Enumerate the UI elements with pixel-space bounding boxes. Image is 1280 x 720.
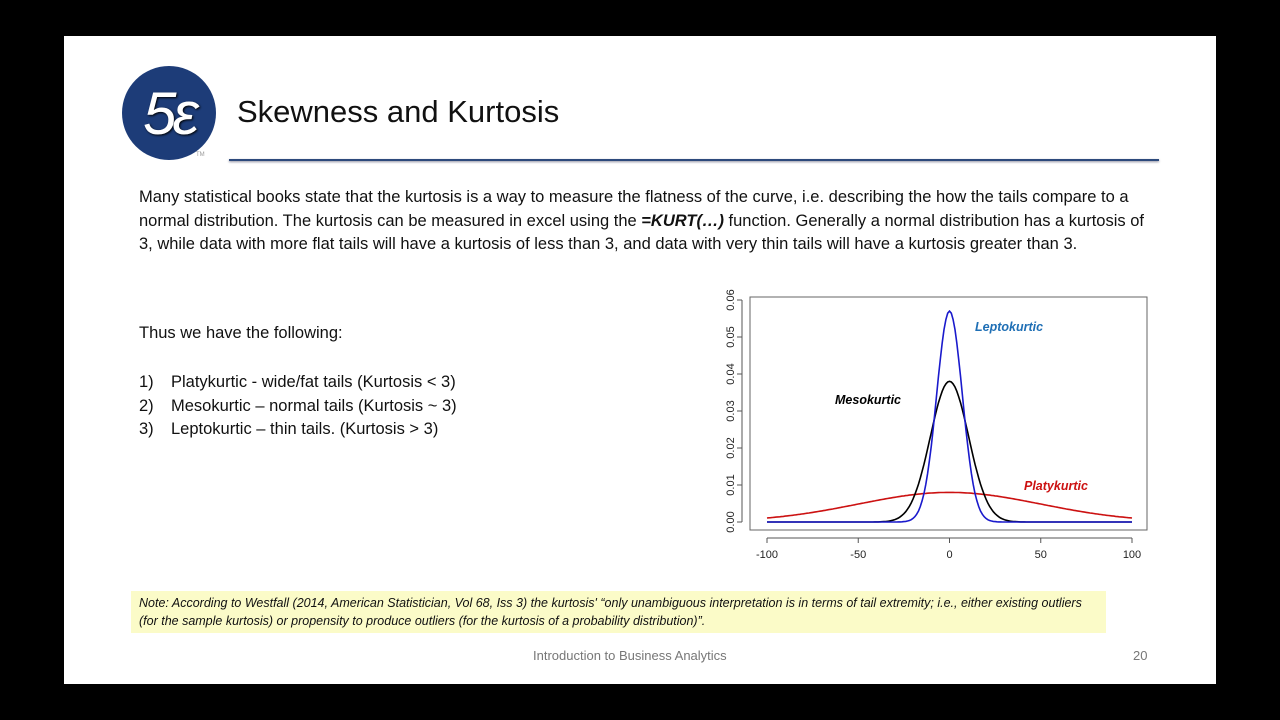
x-tick-label: -100 xyxy=(755,549,779,561)
list-intro: Thus we have the following: xyxy=(139,324,343,342)
kurt-formula: =KURT(…) xyxy=(641,211,724,230)
series-line-mesokurtic xyxy=(767,381,1132,522)
footer-text: Introduction to Business Analytics xyxy=(533,648,727,663)
note-box: Note: According to Westfall (2014, American Statistician, Vol 68, Iss 3) the kurtosis' “only unambiguous interpretation is in terms of tail extremity; i.e., either existing outliers (for the sample kurtosis) or propensity to produce outliers (for the kurtosis of a probability distribution)”. xyxy=(131,591,1106,633)
series-label-mesokurtic: Mesokurtic xyxy=(835,393,901,407)
series-label-leptokurtic: Leptokurtic xyxy=(975,320,1044,334)
list-text: Mesokurtic – normal tails (Kurtosis ~ 3) xyxy=(171,396,457,415)
x-tick-label: 50 xyxy=(1034,549,1047,561)
page-number: 20 xyxy=(1133,648,1148,663)
y-tick-label: 0.01 xyxy=(725,474,737,496)
y-tick-label: 0.00 xyxy=(725,511,737,533)
plot-frame xyxy=(750,297,1147,530)
y-tick-label: 0.04 xyxy=(725,363,737,385)
y-tick-label: 0.06 xyxy=(725,289,737,311)
x-tick-label: -50 xyxy=(850,549,867,561)
list-text: Leptokurtic – thin tails. (Kurtosis > 3) xyxy=(171,420,439,438)
logo: 5ε xyxy=(122,66,216,160)
list-number: 2) xyxy=(139,396,154,415)
paragraph-text: function. Generally a normal distribution has a kurtosis of 3, while data with more flat tails will have a kurtosis of less than 3, and data with very thin tails will have a kurtosis greater than 3. xyxy=(139,211,1144,253)
y-tick-label: 0.05 xyxy=(725,326,737,348)
x-tick-label: 0 xyxy=(946,549,953,561)
logo-tm: TM xyxy=(196,152,205,158)
y-tick-label: 0.02 xyxy=(725,437,737,459)
list-text: Platykurtic - wide/fat tails (Kurtosis < 3) xyxy=(171,373,456,391)
series-label-platykurtic: Platykurtic xyxy=(1024,479,1088,493)
series-line-platykurtic xyxy=(767,492,1132,518)
list-number: 3) xyxy=(139,420,154,438)
paragraph-text: Many statistical books state that the kurtosis is a way to measure the flatness of the curve, i.e. describing the how the tails compare to a normal distribution. The kurtosis can be measured in excel using the xyxy=(139,188,1129,230)
x-tick-label: 100 xyxy=(1122,549,1142,561)
list-number: 1) xyxy=(139,373,154,391)
y-tick-label: 0.03 xyxy=(725,400,737,422)
slide-title: Skewness and Kurtosis xyxy=(237,94,560,129)
